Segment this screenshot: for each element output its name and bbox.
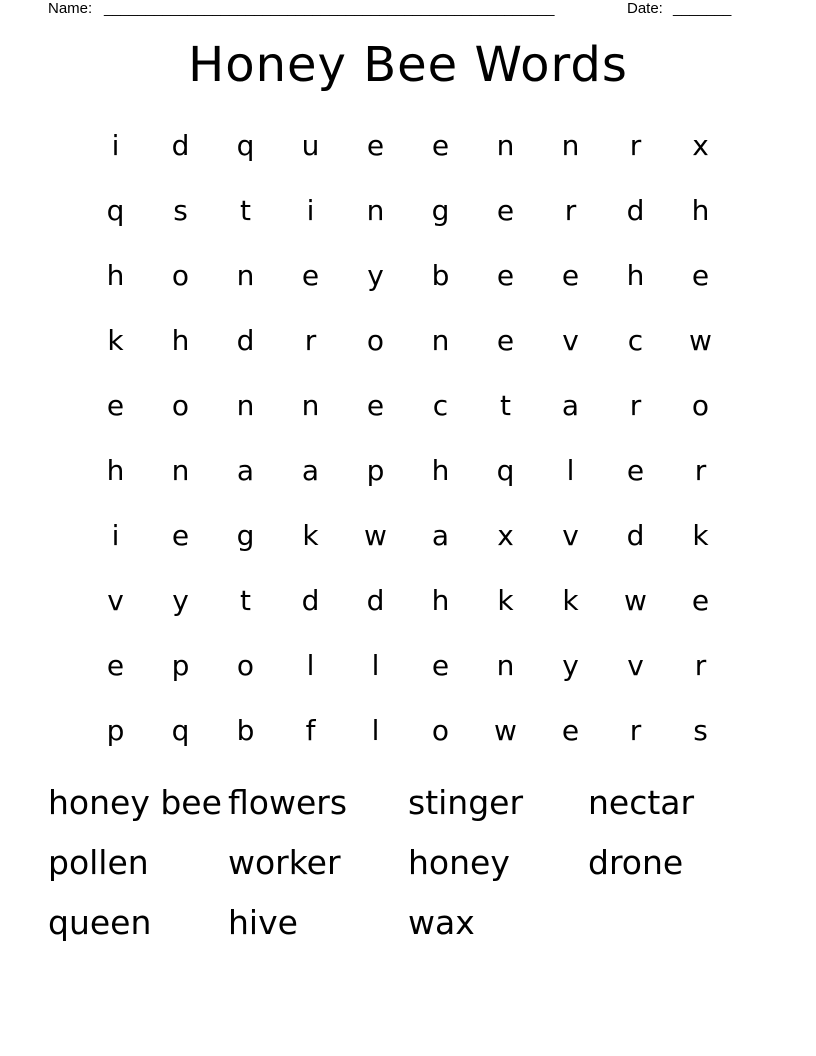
grid-letter: o bbox=[366, 324, 385, 357]
word-item: wax bbox=[408, 903, 475, 942]
name-label: Name: bbox=[48, 0, 93, 17]
grid-letter: e bbox=[691, 584, 710, 617]
letter-grid bbox=[83, 113, 733, 763]
grid-letter: n bbox=[561, 129, 580, 162]
grid-letter: h bbox=[626, 259, 645, 292]
grid-letter: e bbox=[366, 389, 385, 422]
word-item: flowers bbox=[228, 783, 348, 822]
grid-letter: h bbox=[106, 454, 125, 487]
grid-letter: h bbox=[106, 259, 125, 292]
grid-letter: c bbox=[627, 324, 644, 357]
grid-letter: l bbox=[371, 649, 380, 682]
grid-letter: e bbox=[496, 194, 515, 227]
grid-letter: k bbox=[107, 324, 124, 357]
grid-letter: s bbox=[173, 194, 188, 227]
grid-letter: s bbox=[693, 714, 708, 747]
grid-letter: e bbox=[171, 519, 190, 552]
grid-letter: n bbox=[171, 454, 190, 487]
grid-letter: n bbox=[301, 389, 320, 422]
grid-letter: r bbox=[304, 324, 317, 357]
grid-letter: v bbox=[627, 649, 644, 682]
grid-letter: e bbox=[431, 649, 450, 682]
grid-letter: l bbox=[566, 454, 575, 487]
grid-letter: e bbox=[626, 454, 645, 487]
grid-letter: w bbox=[624, 584, 647, 617]
grid-letter: w bbox=[689, 324, 712, 357]
name-line: ______________________________________________________ bbox=[104, 0, 555, 17]
word-item: hive bbox=[228, 903, 298, 942]
grid-letter: p bbox=[366, 454, 385, 487]
grid-letter: r bbox=[694, 454, 707, 487]
grid-letter: k bbox=[302, 519, 319, 552]
grid-letter: e bbox=[561, 714, 580, 747]
grid-letter: l bbox=[371, 714, 380, 747]
grid-letter: n bbox=[496, 129, 515, 162]
word-row bbox=[48, 833, 768, 893]
word-item: pollen bbox=[48, 843, 149, 882]
grid-letter: d bbox=[236, 324, 255, 357]
grid-letter: d bbox=[626, 519, 645, 552]
grid-letter: h bbox=[171, 324, 190, 357]
grid-letter: g bbox=[236, 519, 255, 552]
grid-letter: r bbox=[629, 389, 642, 422]
grid-letter: o bbox=[431, 714, 450, 747]
grid-letter: y bbox=[367, 259, 384, 292]
grid-letter: d bbox=[171, 129, 190, 162]
word-item: nectar bbox=[588, 783, 695, 822]
grid-letter: n bbox=[431, 324, 450, 357]
grid-letter: l bbox=[306, 649, 315, 682]
grid-letter: x bbox=[692, 129, 709, 162]
grid-letter: q bbox=[496, 454, 515, 487]
grid-letter: v bbox=[562, 519, 579, 552]
word-item: drone bbox=[588, 843, 684, 882]
grid-row bbox=[83, 503, 733, 568]
grid-letter: d bbox=[366, 584, 385, 617]
grid-letter: f bbox=[305, 714, 316, 747]
word-list bbox=[48, 773, 768, 953]
grid-letter: w bbox=[364, 519, 387, 552]
grid-letter: r bbox=[694, 649, 707, 682]
word-item: queen bbox=[48, 903, 152, 942]
date-label: Date: bbox=[627, 0, 663, 17]
grid-letter: h bbox=[431, 584, 450, 617]
grid-letter: k bbox=[562, 584, 579, 617]
grid-letter: n bbox=[236, 389, 255, 422]
grid-letter: r bbox=[629, 714, 642, 747]
grid-letter: p bbox=[171, 649, 190, 682]
grid-letter: n bbox=[496, 649, 515, 682]
grid-row bbox=[83, 698, 733, 763]
grid-letter: g bbox=[431, 194, 450, 227]
grid-letter: a bbox=[236, 454, 255, 487]
grid-letter: n bbox=[366, 194, 385, 227]
grid-letter: a bbox=[301, 454, 320, 487]
grid-row bbox=[83, 373, 733, 438]
grid-letter: e bbox=[106, 389, 125, 422]
word-item: worker bbox=[228, 843, 341, 882]
page-title: Honey Bee Words bbox=[188, 37, 628, 93]
grid-letter: p bbox=[106, 714, 125, 747]
grid-letter: i bbox=[111, 129, 120, 162]
grid-letter: n bbox=[236, 259, 255, 292]
grid-letter: v bbox=[562, 324, 579, 357]
grid-letter: h bbox=[691, 194, 710, 227]
grid-letter: e bbox=[366, 129, 385, 162]
grid-letter: t bbox=[240, 584, 251, 617]
word-row bbox=[48, 893, 768, 953]
word-row bbox=[48, 773, 768, 833]
grid-letter: b bbox=[236, 714, 255, 747]
grid-letter: d bbox=[626, 194, 645, 227]
grid-letter: o bbox=[691, 389, 710, 422]
grid-letter: e bbox=[496, 259, 515, 292]
grid-letter: o bbox=[236, 649, 255, 682]
grid-letter: d bbox=[301, 584, 320, 617]
grid-letter: y bbox=[562, 649, 579, 682]
grid-letter: o bbox=[171, 259, 190, 292]
grid-letter: v bbox=[107, 584, 124, 617]
grid-letter: w bbox=[494, 714, 517, 747]
grid-letter: q bbox=[236, 129, 255, 162]
header bbox=[48, 0, 748, 20]
grid-letter: y bbox=[172, 584, 189, 617]
grid-letter: e bbox=[561, 259, 580, 292]
grid-letter: r bbox=[629, 129, 642, 162]
word-item: honey bee bbox=[48, 783, 222, 822]
grid-letter: h bbox=[431, 454, 450, 487]
word-item: stinger bbox=[408, 783, 524, 822]
grid-letter: q bbox=[106, 194, 125, 227]
grid-letter: b bbox=[431, 259, 450, 292]
grid-row bbox=[83, 113, 733, 178]
grid-letter: r bbox=[564, 194, 577, 227]
grid-letter: e bbox=[691, 259, 710, 292]
grid-row bbox=[83, 568, 733, 633]
grid-letter: q bbox=[171, 714, 190, 747]
grid-letter: k bbox=[497, 584, 514, 617]
grid-row bbox=[83, 438, 733, 503]
grid-letter: k bbox=[692, 519, 709, 552]
grid-letter: e bbox=[301, 259, 320, 292]
word-item: honey bbox=[408, 843, 510, 882]
grid-letter: a bbox=[561, 389, 580, 422]
grid-row bbox=[83, 243, 733, 308]
grid-letter: u bbox=[301, 129, 320, 162]
grid-letter: c bbox=[432, 389, 449, 422]
grid-letter: e bbox=[431, 129, 450, 162]
grid-letter: i bbox=[306, 194, 315, 227]
grid-row bbox=[83, 633, 733, 698]
grid-letter: e bbox=[496, 324, 515, 357]
grid-letter: x bbox=[497, 519, 514, 552]
grid-row bbox=[83, 308, 733, 373]
grid-row bbox=[83, 178, 733, 243]
grid-letter: a bbox=[431, 519, 450, 552]
grid-letter: t bbox=[500, 389, 511, 422]
grid-letter: e bbox=[106, 649, 125, 682]
grid-letter: i bbox=[111, 519, 120, 552]
grid-letter: o bbox=[171, 389, 190, 422]
grid-letter: t bbox=[240, 194, 251, 227]
date-line: _______ bbox=[673, 0, 732, 17]
